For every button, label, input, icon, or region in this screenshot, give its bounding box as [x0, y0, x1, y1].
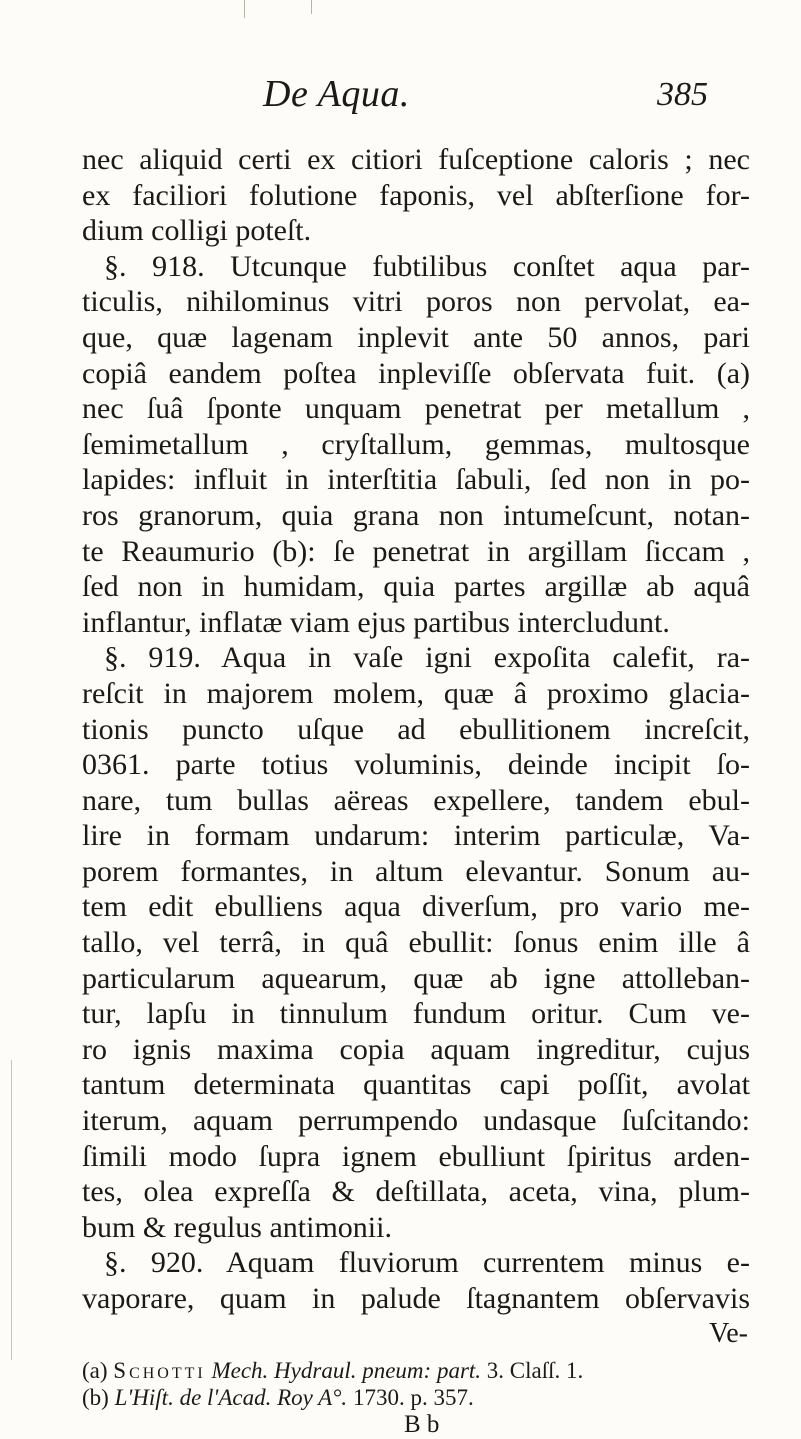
footnote-work: Mech. Hydraul. pneum: part. [211, 1357, 482, 1383]
text-line: ſed non in humidam, quia partes argillæ ab aquâ [82, 570, 750, 604]
footnote-mark: (a) [82, 1357, 108, 1383]
text-line: §. 918. Utcunque fubtilibus conſtet aqua par- [104, 249, 750, 283]
text-line: lire in formam undarum: interim particulæ, Va- [82, 819, 750, 853]
text-line: ex faciliori folutione faponis, vel abſterſione for- [82, 178, 750, 212]
text-line: §. 920. Aquam fluviorum currentem minus e- [104, 1246, 750, 1280]
footnote-mark: (b) [82, 1384, 109, 1410]
page-number: 385 [657, 76, 708, 113]
text-line: porem formantes, in altum elevantur. Sonum au- [82, 854, 750, 888]
text-line: ro ignis maxima copia aquam ingreditur, cujus [82, 1032, 750, 1066]
footnote-location: 1730. p. 357. [352, 1384, 474, 1410]
text-line: tem edit ebulliens aqua diverſum, pro vario me- [82, 890, 750, 924]
running-head [0, 72, 801, 128]
footnote-work: L'Hiſt. de l'Acad. Roy A°. [114, 1384, 348, 1410]
text-line: ſimili modo ſupra ignem ebulliunt ſpiritus arden- [82, 1139, 750, 1173]
text-line: particularum aquearum, quæ ab igne attolleban- [82, 961, 750, 995]
text-line: 0361. parte totius voluminis, deinde incipit ſo- [82, 748, 750, 782]
text-line: inflantur, inflatæ viam ejus partibus intercludunt. [82, 605, 670, 639]
footnote [82, 1384, 750, 1411]
signature-mark: B b [404, 1410, 440, 1438]
footnote-author: Schotti [113, 1357, 206, 1383]
footnote [82, 1357, 750, 1384]
main-text [82, 142, 750, 1439]
running-head-title: De Aqua. [263, 73, 410, 115]
page-edge-mark [311, 0, 312, 14]
text-line: ſemimetallum , cryſtallum, gemmas, multosque [82, 427, 750, 461]
text-line: bum & regulus antimonii. [82, 1210, 392, 1244]
page-edge-mark [244, 0, 245, 18]
text-line: lapides: influit in interſtitia ſabuli, ſed non in po- [82, 463, 750, 497]
text-line: dium colligi poteſt. [82, 214, 312, 248]
text-line: que, quæ lagenam inplevit ante 50 annos, pari [82, 320, 750, 354]
text-lines [82, 142, 750, 1317]
text-line: nec aliquid certi ex citiori fuſceptione caloris ; nec [82, 143, 750, 176]
catchword: Ve- [709, 1317, 748, 1349]
footnote-location: 3. Claſſ. 1. [486, 1357, 584, 1383]
text-line: tantum determinata quantitas capi poſſit, avolat [82, 1068, 750, 1102]
text-line: §. 919. Aqua in vaſe igni expoſita calefit, ra- [104, 641, 750, 675]
text-line: copiâ eandem poſtea inpleviſſe obſervata fuit. (a) [82, 356, 750, 390]
text-line: te Reaumurio (b): ſe penetrat in argillam ſiccam , [82, 534, 750, 568]
text-line: iterum, aquam perrumpendo undasque ſuſcitando: [82, 1104, 750, 1138]
text-line: tionis puncto uſque ad ebullitionem increſcit, [82, 712, 750, 746]
binding-shadow-line [11, 1060, 12, 1360]
footnotes [82, 1357, 750, 1411]
text-line: reſcit in majorem molem, quæ â proximo glacia- [82, 676, 750, 710]
text-line: ticulis, nihilominus vitri poros non pervolat, ea- [82, 285, 750, 319]
text-line: nare, tum bullas aëreas expellere, tandem ebul- [82, 783, 750, 817]
text-line: ros granorum, quia grana non intumeſcunt, notan- [82, 498, 750, 532]
text-line: tur, lapſu in tinnulum fundum oritur. Cum ve- [82, 997, 750, 1031]
text-line: tes, olea expreſſa & deſtillata, aceta, vina, plum- [82, 1175, 750, 1209]
text-line: nec ſuâ ſponte unquam penetrat per metallum , [82, 392, 750, 426]
text-line: tallo, vel terrâ, in quâ ebullit: ſonus enim ille â [82, 926, 750, 960]
text-line: vaporare, quam in palude ſtagnantem obſervavis [82, 1282, 750, 1315]
